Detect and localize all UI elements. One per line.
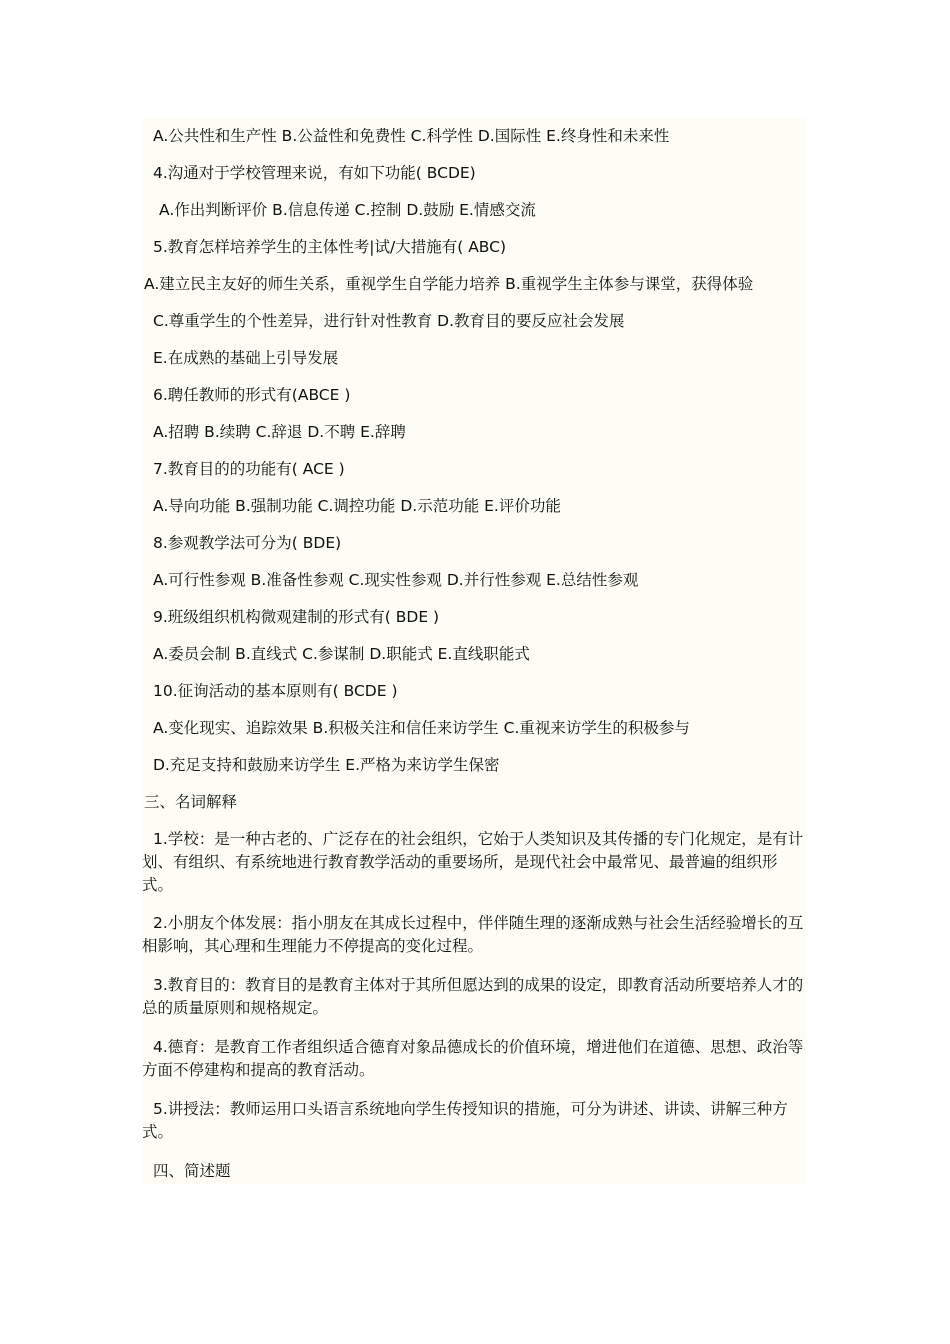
question-5: 5.教育怎样培养学生的主体性考|试/大措施有( ABC): [153, 238, 507, 256]
question-6: 6.聘任教师的形式有(ABCE ): [153, 386, 351, 404]
options-q5-line1: A.建立民主友好的师生关系，重视学生自学能力培养 B.重视学生主体参与课堂，获得体验: [144, 275, 754, 293]
section-heading-3: 三、名词解释: [144, 793, 238, 811]
options-q5-line2: C.尊重学生的个性差异，进行针对性教育 D.教育目的要反应社会发展: [153, 312, 625, 330]
question-4: 4.沟通对于学校管理来说，有如下功能( BCDE): [153, 164, 476, 182]
question-9: 9.班级组织机构微观建制的形式有( BDE ): [153, 608, 440, 626]
definition-school: 1.学校：是一种古老的、广泛存在的社会组织，它始于人类知识及其传播的专门化规定，是有计划、有组织、有系统地进行教育教学活动的重要场所，是现代社会中最常见、最普遍的组织形式。: [142, 830, 804, 894]
question-8: 8.参观教学法可分为( BDE): [153, 534, 342, 552]
options-q8: A.可行性参观 B.准备性参观 C.现实性参观 D.并行性参观 E.总结性参观: [153, 571, 639, 589]
options-q9: A.委员会制 B.直线式 C.参谋制 D.职能式 E.直线职能式: [153, 645, 530, 663]
options-q10-line2: D.充足支持和鼓励来访学生 E.严格为来访学生保密: [153, 756, 500, 774]
definition-child-development: 2.小朋友个体发展：指小朋友在其成长过程中，伴伴随生理的逐渐成熟与社会生活经验增长的互相影响，其心理和生理能力不停提高的变化过程。: [142, 914, 804, 955]
options-q5-line3: E.在成熟的基础上引导发展: [153, 349, 339, 367]
definition-moral-education: 4.德育：是教育工作者组织适合德育对象品德成长的价值环境，增进他们在道德、思想、政治等方面不停建构和提高的教育活动。: [142, 1038, 804, 1079]
definition-lecture-method: 5.讲授法：教师运用口头语言系统地向学生传授知识的措施，可分为讲述、讲读、讲解三种方式。: [142, 1100, 788, 1141]
options-q4: A.作出判断评价 B.信息传递 C.控制 D.鼓励 E.情感交流: [159, 201, 536, 219]
document-page: [142, 118, 806, 1184]
options-q10-line1: A.变化现实、追踪效果 B.积极关注和信任来访学生 C.重视来访学生的积极参与: [153, 719, 690, 737]
question-7: 7.教育目的的功能有( ACE ): [153, 460, 345, 478]
options-q3: A.公共性和生产性 B.公益性和免费性 C.科学性 D.国际性 E.终身性和未来性: [153, 127, 670, 145]
definition-education-aim: 3.教育目的：教育目的是教育主体对于其所但愿达到的成果的设定，即教育活动所要培养人才的总的质量原则和规格规定。: [142, 976, 804, 1017]
question-10: 10.征询活动的基本原则有( BCDE ): [153, 682, 398, 700]
options-q7: A.导向功能 B.强制功能 C.调控功能 D.示范功能 E.评价功能: [153, 497, 561, 515]
options-q6: A.招聘 B.续聘 C.辞退 D.不聘 E.辞聘: [153, 423, 406, 441]
section-heading-4: 四、简述题: [153, 1162, 231, 1180]
